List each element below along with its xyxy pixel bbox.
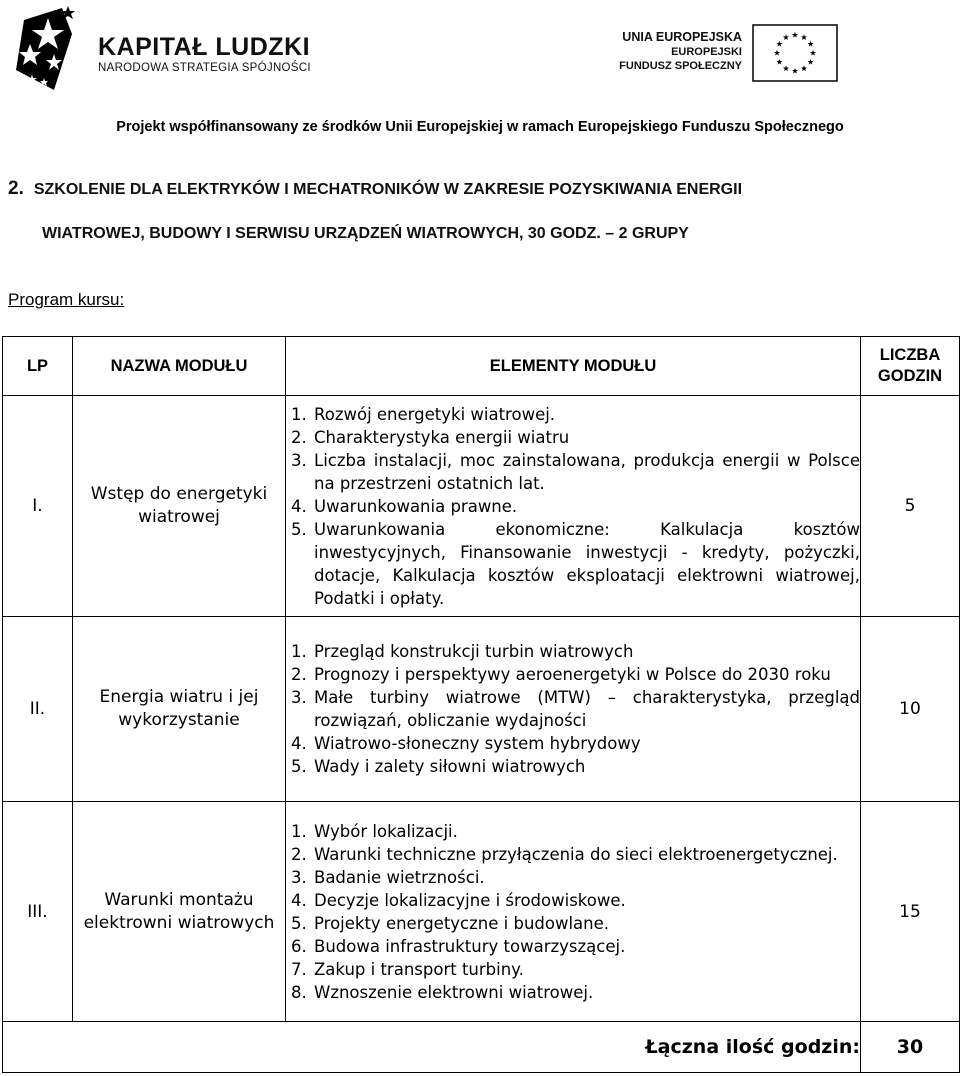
row-lp: II. [3,617,73,802]
list-item: 4. Decyzje lokalizacyjne i środowiskowe. [312,889,860,912]
header-module-elements: ELEMENTY MODUŁU [286,337,861,396]
list-item: 5. Wady i zalety siłowni wiatrowych [312,755,860,778]
row-hours: 10 [861,617,960,802]
header-lp: LP [3,337,73,396]
row-hours: 15 [861,802,960,1022]
list-item: 2. Charakterystyka energii wiatru [312,426,860,449]
list-item: 1. Rozwój energetyki wiatrowej. [312,403,860,426]
list-item: 1. Przegląd konstrukcji turbin wiatrowych [312,640,860,663]
header-hours: LICZBA GODZIN [861,337,960,396]
course-heading [8,175,908,248]
row-lp: III. [3,802,73,1022]
eu-line-3: FUNDUSZ SPOŁECZNY [619,60,742,72]
list-item: 2. Warunki techniczne przyłączenia do sieci elektroenergetycznej. [312,843,860,866]
list-item: 4. Wiatrowo-słoneczny system hybrydowy [312,732,860,755]
row-module-name: Energia wiatru i jej wykorzystanie [73,617,286,802]
table-row [3,617,960,802]
list-item: 3. Badanie wietrzności. [312,866,860,889]
row-module-elements [286,802,861,1022]
total-hours-label: Łączna ilość godzin: [3,1022,861,1073]
project-cofinancing-note: Projekt współfinansowany ze środków Unii Europejskiej w ramach Europejskiego Funduszu Społecznego [116,119,844,135]
list-item: 6. Budowa infrastruktury towarzyszącej. [312,935,860,958]
element-list [286,820,860,1004]
row-module-name: Wstęp do energetyki wiatrowej [73,396,286,617]
list-item: 7. Zakup i transport turbiny. [312,958,860,981]
eu-fund-label [619,30,742,73]
element-list [286,640,860,778]
table-row [3,802,960,1022]
list-item: 3. Liczba instalacji, moc zainstalowana, produkcja energii w Polsce na przestrzeni ostatnich lat. [312,449,860,495]
list-item: 8. Wznoszenie elektrowni wiatrowej. [312,981,860,1004]
heading-line-1: SZKOLENIE DLA ELEKTRYKÓW I MECHATRONIKÓW W ZAKRESIE POZYSKIWANIA ENERGII [33,181,743,198]
table-header-row [3,337,960,396]
table-row [3,396,960,617]
kapital-ludzki-wordmark [98,33,311,75]
list-item: 4. Uwarunkowania prawne. [312,495,860,518]
total-row [3,1022,960,1073]
logo-subtitle: NARODOWA STRATEGIA SPÓJNOŚCI [98,62,311,74]
eu-line-2: EUROPEJSKI [671,46,742,58]
row-lp: I. [3,396,73,617]
list-item: 5. Projekty energetyczne i budowlane. [312,912,860,935]
row-module-name: Warunki montażu elektrowni wiatrowych [73,802,286,1022]
row-module-elements [286,396,861,617]
logo-title: KAPITAŁ LUDZKI [98,33,311,61]
eu-flag-icon [752,24,838,82]
list-item: 2. Prognozy i perspektywy aeroenergetyki w Polsce do 2030 roku [312,663,860,686]
list-item: 3. Małe turbiny wiatrowe (MTW) – charakterystyka, przegląd rozwiązań, obliczanie wydajności [312,686,860,732]
row-hours: 5 [861,396,960,617]
kapital-ludzki-logo-icon [10,4,80,94]
list-item: 5. Uwarunkowania ekonomiczne: Kalkulacja kosztów inwestycyjnych, Finansowanie inwestycji - kredyty, pożyczki, dotacje, Kalkulacja kosztów eksploatacji elektrowni wiatrowej, Podatki i opłaty. [312,518,860,610]
program-label: Program kursu: [8,290,125,309]
element-list [286,403,860,610]
row-module-elements [286,617,861,802]
total-hours-value: 30 [861,1022,960,1073]
heading-line-2: WIATROWEJ, BUDOWY I SERWISU URZĄDZEŃ WIATROWYCH, 30 GODZ. – 2 GRUPY [42,225,689,242]
eu-line-1: UNIA EUROPEJSKA [622,30,742,44]
course-program-table [2,336,960,1073]
header-module-name: NAZWA MODUŁU [73,337,286,396]
list-item: 1. Wybór lokalizacji. [312,820,860,843]
heading-number: 2. [8,178,24,199]
